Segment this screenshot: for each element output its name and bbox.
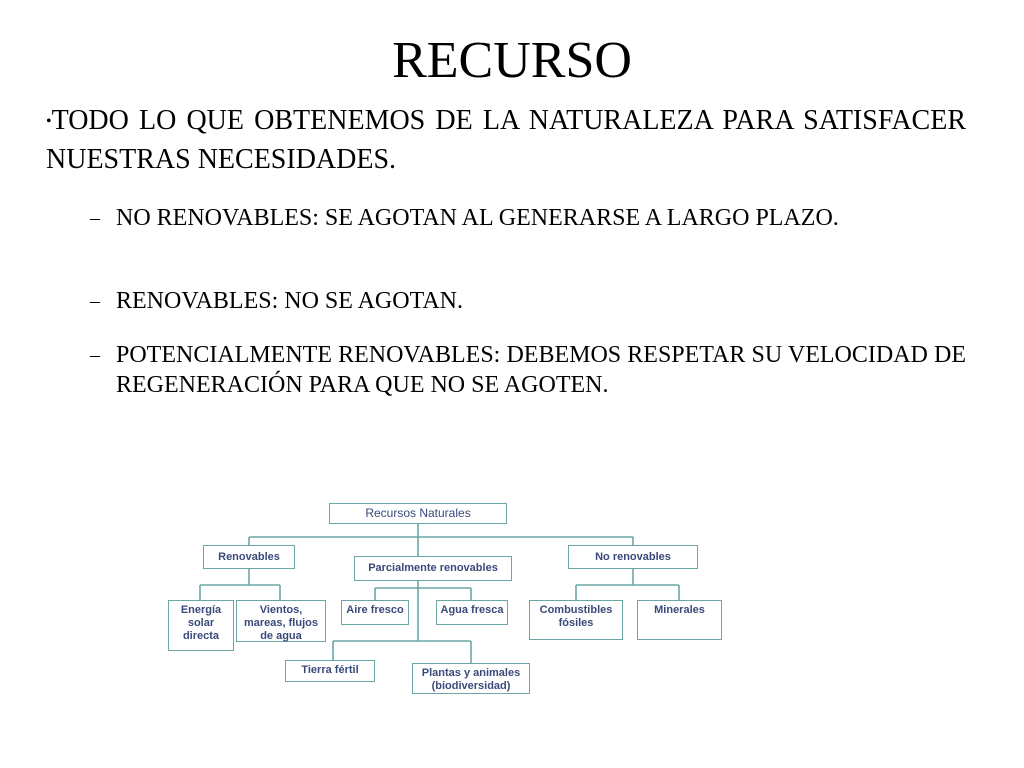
node-label: No renovables <box>595 550 671 563</box>
node-label: Parcialmente renovables <box>368 562 498 574</box>
node-label: Renovables <box>218 550 280 563</box>
node-vientos-mareas <box>236 600 326 642</box>
node-renovables <box>203 545 295 569</box>
node-label: Agua fresca <box>440 604 504 616</box>
main-bullet-point <box>46 102 966 179</box>
sub-bullet-text: POTENCIALMENTE RENOVABLES: DEBEMOS RESPETAR SU VELOCIDAD DE REGENERACIÓN PARA QUE NO SE AGOTEN. <box>116 342 966 398</box>
sub-bullet-text: RENOVABLES: NO SE AGOTAN. <box>116 288 463 314</box>
node-label: Energía solar directa <box>180 604 222 642</box>
sub-bullet-potencialmente-renovables <box>90 340 966 400</box>
node-no-renovables <box>568 545 698 569</box>
node-plantas-animales <box>412 663 530 694</box>
node-label: Combustibles fósiles <box>539 604 613 629</box>
node-combustibles-fosiles <box>529 600 623 640</box>
dash-bullet-icon: – <box>90 344 100 366</box>
main-bullet-text: TODO LO QUE OBTENEMOS DE LA NATURALEZA PARA SATISFACER NUESTRAS NECESIDADES. <box>46 105 966 175</box>
slide-title: RECURSO <box>392 32 632 89</box>
node-parcialmente-renovables <box>354 556 512 581</box>
node-label: Vientos, mareas, flujos de agua <box>244 604 318 642</box>
node-recursos-naturales <box>329 503 507 524</box>
node-agua-fresca <box>436 600 508 625</box>
dash-bullet-icon: – <box>90 207 100 229</box>
dash-bullet-icon: – <box>90 290 100 312</box>
sub-bullet-renovables <box>90 286 966 316</box>
node-minerales <box>637 600 722 640</box>
node-label: Tierra fértil <box>301 664 359 676</box>
bullet-icon: • <box>46 113 52 130</box>
node-label: Aire fresco <box>346 604 404 616</box>
node-tierra-fertil <box>285 660 375 682</box>
sub-bullet-text: NO RENOVABLES: SE AGOTAN AL GENERARSE A LARGO PLAZO. <box>116 205 839 231</box>
sub-bullet-no-renovables <box>90 203 966 233</box>
node-label: Minerales <box>654 604 705 616</box>
node-aire-fresco <box>341 600 409 625</box>
node-label: Recursos Naturales <box>365 506 471 520</box>
node-energia-solar <box>168 600 234 651</box>
node-label: Plantas y animales (biodiversidad) <box>421 667 521 692</box>
